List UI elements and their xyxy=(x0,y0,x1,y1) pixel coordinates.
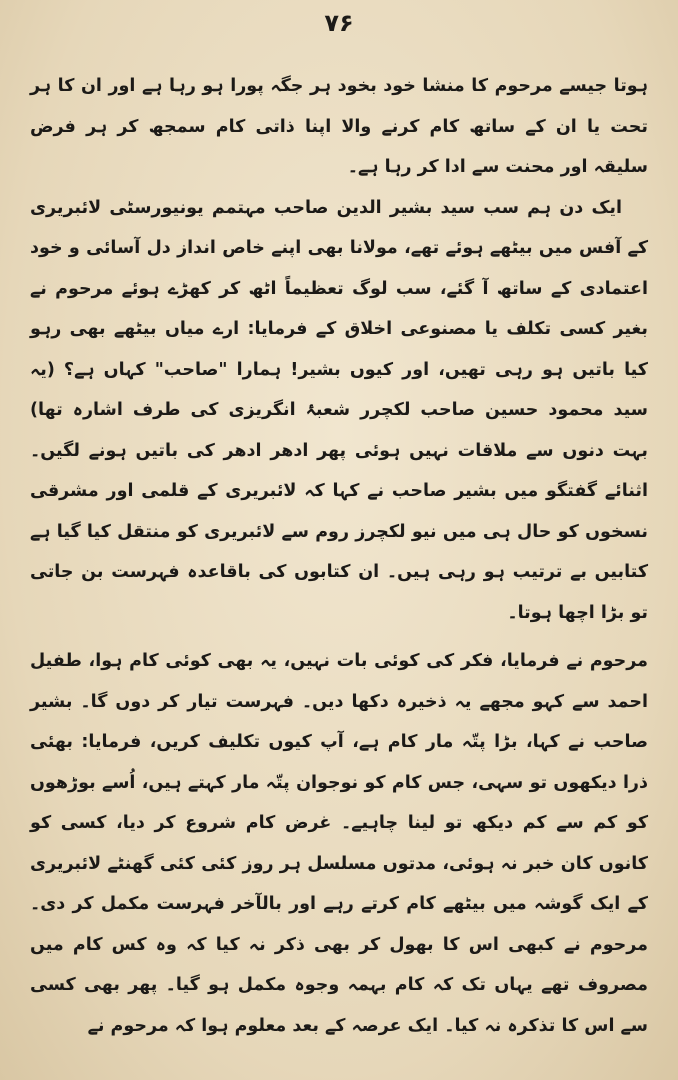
paragraph-2: ایک دن ہم سب سید بشیر الدین صاحب مہتمم یونیورسٹی لائبریری کے آفس میں بیٹھے ہوئے تھے، مولانا بھی اپنے خاص انداز دل آسائی و خود اعتمادی کے ساتھ آ گئے، سب لوگ تعظیماً اٹھ کر کھڑے ہوئے مرحوم نے بغیر کسی تکلف یا مصنوعی اخلاق کے فرمایا: ارے میاں بیٹھے بھی رہو کیا باتیں ہو رہی تھیں، اور کیوں بشیر! ہمارا "صاحب" کہاں ہے؟ (یہ سید محمود حسین صاحب لکچرر شعبۂ انگریزی کی طرف اشارہ تھا) بہت دنوں سے ملاقات نہیں ہوئی پھر ادھر ادھر کی باتیں ہونے لگیں۔ اثنائے گفتگو میں بشیر صاحب نے کہا کہ لائبریری کے قلمی اور مشرقی نسخوں کو حال ہی میں نیو لکچرز روم سے لائبریری کو منتقل کیا گیا ہے کتابیں بے ترتیب ہو رہی ہیں۔ ان کتابوں کی باقاعدہ فہرست بن جاتی تو بڑا اچھا ہوتا۔ xyxy=(30,197,648,623)
page-body xyxy=(30,66,648,1046)
paragraph-3: مرحوم نے فرمایا، فکر کی کوئی بات نہیں، یہ بھی کوئی کام ہوا، طفیل احمد سے کہو مجھے یہ ذخیرہ دکھا دیں۔ فہرست تیار کر دوں گا۔ بشیر صاحب نے کہا، بڑا پتّہ مار کام ہے، آپ کیوں تکلیف کریں، فرمایا: بھئی ذرا دیکھوں تو سہی، جس کام کو نوجوان پتّہ مار کہتے ہیں، اُسے بوڑھوں کو کم سے کم دیکھ تو لینا چاہیے۔ غرض کام شروع کر دیا، کسی کو کانوں کان خبر نہ ہوئی، مدتوں مسلسل ہر روز کئی کئی گھنٹے لائبریری کے ایک گوشہ میں بیٹھے کام کرتے رہے اور بالآخر فہرست مکمل کر دی۔ مرحوم نے کبھی اس کا بھول کر بھی ذکر نہ کیا کہ وہ کس کام میں مصروف تھے یہاں تک کہ کام بہمہ وجوہ مکمل ہو گیا۔ پھر بھی کسی سے اس کا تذکرہ نہ کیا۔ ایک عرصہ کے بعد معلوم ہوا کہ مرحوم نے xyxy=(30,651,648,1036)
page-number: ۷۶ xyxy=(324,9,354,37)
paragraph-1: ہوتا جیسے مرحوم کا منشا خود بخود ہر جگہ پورا ہو رہا ہے اور ان کا ہر تحت یا ان کے ساتھ کام کرنے والا اپنا ذاتی کام سمجھ کر ہر فرض سلیقہ اور محنت سے ادا کر رہا ہے۔ xyxy=(30,76,648,177)
